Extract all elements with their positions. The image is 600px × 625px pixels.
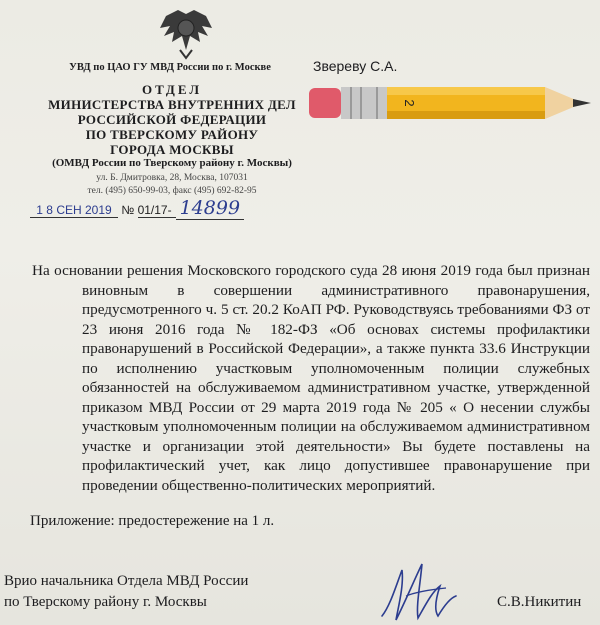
letter-body [32, 261, 590, 495]
signer-name: С.В.Никитин [497, 594, 582, 610]
addressee: Звереву С.А. [313, 58, 398, 74]
registration-number-prefix: 01/17- [138, 203, 176, 218]
department-address: ул. Б. Дмитровка, 28, Москва, 107031 [96, 173, 248, 183]
department-title [22, 82, 322, 157]
directorate-name: УВД по ЦАО ГУ МВД России по г. Москве [69, 62, 271, 73]
department-short-name: (ОМВД России по Тверскому району г. Москвы) [52, 157, 292, 169]
registration-number-handwritten: 14899 [176, 197, 244, 220]
position-line: Врио начальника Отдела МВД России [4, 573, 249, 589]
department-line: МИНИСТЕРСТВА ВНУТРЕННИХ ДЕЛ [48, 97, 296, 112]
registration-date: 1 8 СЕН 2019 [30, 203, 118, 218]
police-emblem-icon [158, 6, 214, 60]
pencil-icon [307, 84, 595, 124]
handwritten-signature [376, 556, 460, 625]
pencil-label: 2 [402, 99, 417, 107]
department-line: РОССИЙСКОЙ ФЕДЕРАЦИИ [77, 112, 267, 127]
registration-stamp [30, 197, 244, 220]
registration-number-label: № [121, 203, 135, 217]
department-line: ПО ТВЕРСКОМУ РАЙОНУ [85, 127, 259, 142]
body-paragraph: На основании решения Московского городского суда 28 июня 2019 года был признан виновным в совершении административного правонарушения, предусмотренного ч. 5 ст. 20.2 КоАП РФ. Руководствуясь требованиями ФЗ от 23 июня 2016 года № 182-ФЗ «Об основах системы профилактики правонарушений в Российской Федерации», а также пункта 33.6 Инструкции по исполнению участковым уполномоченным полиции служебных обязанностей на обслуживаемом административном участке, утвержденной приказом МВД России от 29 марта 2019 года № 205 « О несении службы участковым уполномоченным полиции на обслуживаемом административном участке и организации этой деятельности» Вы будете поставлены на профилактический учет, как лицо допустившее правонарушение при проведении общественно-политических мероприятий. [32, 262, 590, 494]
department-line: ОТДЕЛ [141, 82, 203, 97]
attachment-note: Приложение: предостережение на 1 л. [30, 513, 275, 529]
position-line: по Тверскому району г. Москвы [4, 594, 207, 610]
signatory-position [4, 571, 248, 613]
department-phones: тел. (495) 650-99-03, факс (495) 692-82-95 [87, 186, 257, 196]
department-line: ГОРОДА МОСКВЫ [110, 142, 234, 157]
